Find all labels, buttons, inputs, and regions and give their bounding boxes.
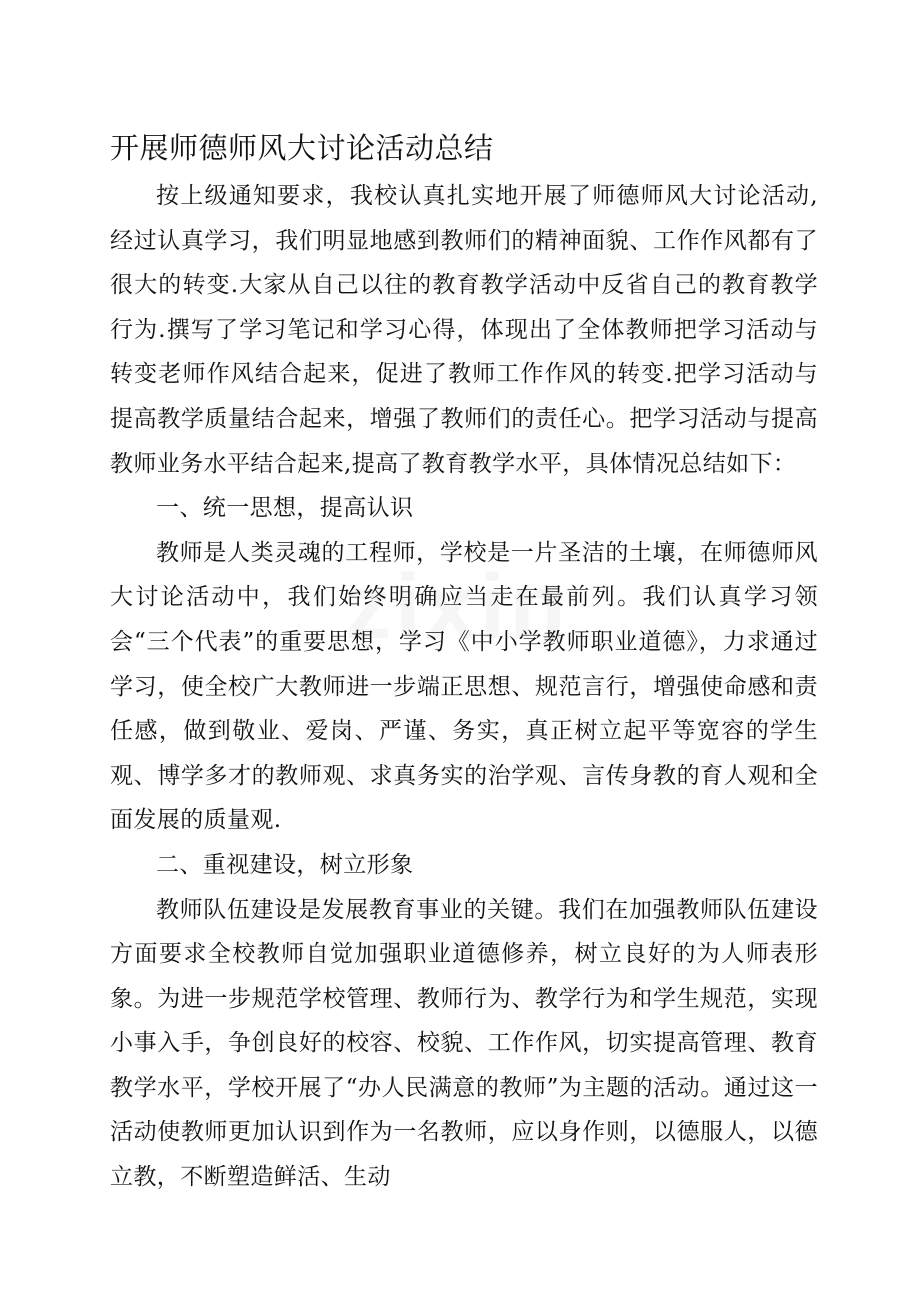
document-body (110, 174, 818, 1200)
section-1-paragraph: 教师是人类灵魂的工程师，学校是一片圣洁的土壤，在师德师风大讨论活动中，我们始终明确应当走在最前列。我们认真学习领会“三个代表”的重要思想，学习《中小学教师职业道德》，力求通过学习，使全校广大教师进一步端正思想、规范言行，增强使命感和责任感，做到敬业、爱岗、严谨、务实，真正树立起平等宽容的学生观、博学多才的教师观、求真务实的治学观、言传身教的育人观和全面发展的质量观. (110, 539, 818, 834)
intro-paragraph: 按上级通知要求，我校认真扎实地开展了师德师风大讨论活动,经过认真学习，我们明显地感到教师们的精神面貌、工作作风都有了很大的转变.大家从自己以往的教育教学活动中反省自己的教育教学行为.撰写了学习笔记和学习心得，体现出了全体教师把学习活动与转变老师作风结合起来，促进了教师工作作风的转变.把学习活动与提高教学质量结合起来，增强了教师们的责任心。把学习活动与提高教师业务水平结合起来,提高了教育教学水平，具体情况总结如下： (110, 183, 818, 477)
section-2-paragraph: 教师队伍建设是发展教育事业的关键。我们在加强教师队伍建设方面要求全校教师自觉加强职业道德修养，树立良好的为人师表形象。为进一步规范学校管理、教师行为、教学行为和学生规范，实现小事入手，争创良好的校容、校貌、工作作风，切实提高管理、教育教学水平，学校开展了“办人民满意的教师”为主题的活动。通过这一活动使教师更加认识到作为一名教师，应以身作则，以德服人，以德立教，不断塑造鲜活、生动 (110, 896, 818, 1191)
document-title: 开展师德师风大讨论活动总结 (110, 131, 494, 165)
section-heading-2: 二、重视建设，树立形象 (156, 851, 414, 878)
section-heading-1: 一、统一思想，提高认识 (156, 495, 414, 522)
